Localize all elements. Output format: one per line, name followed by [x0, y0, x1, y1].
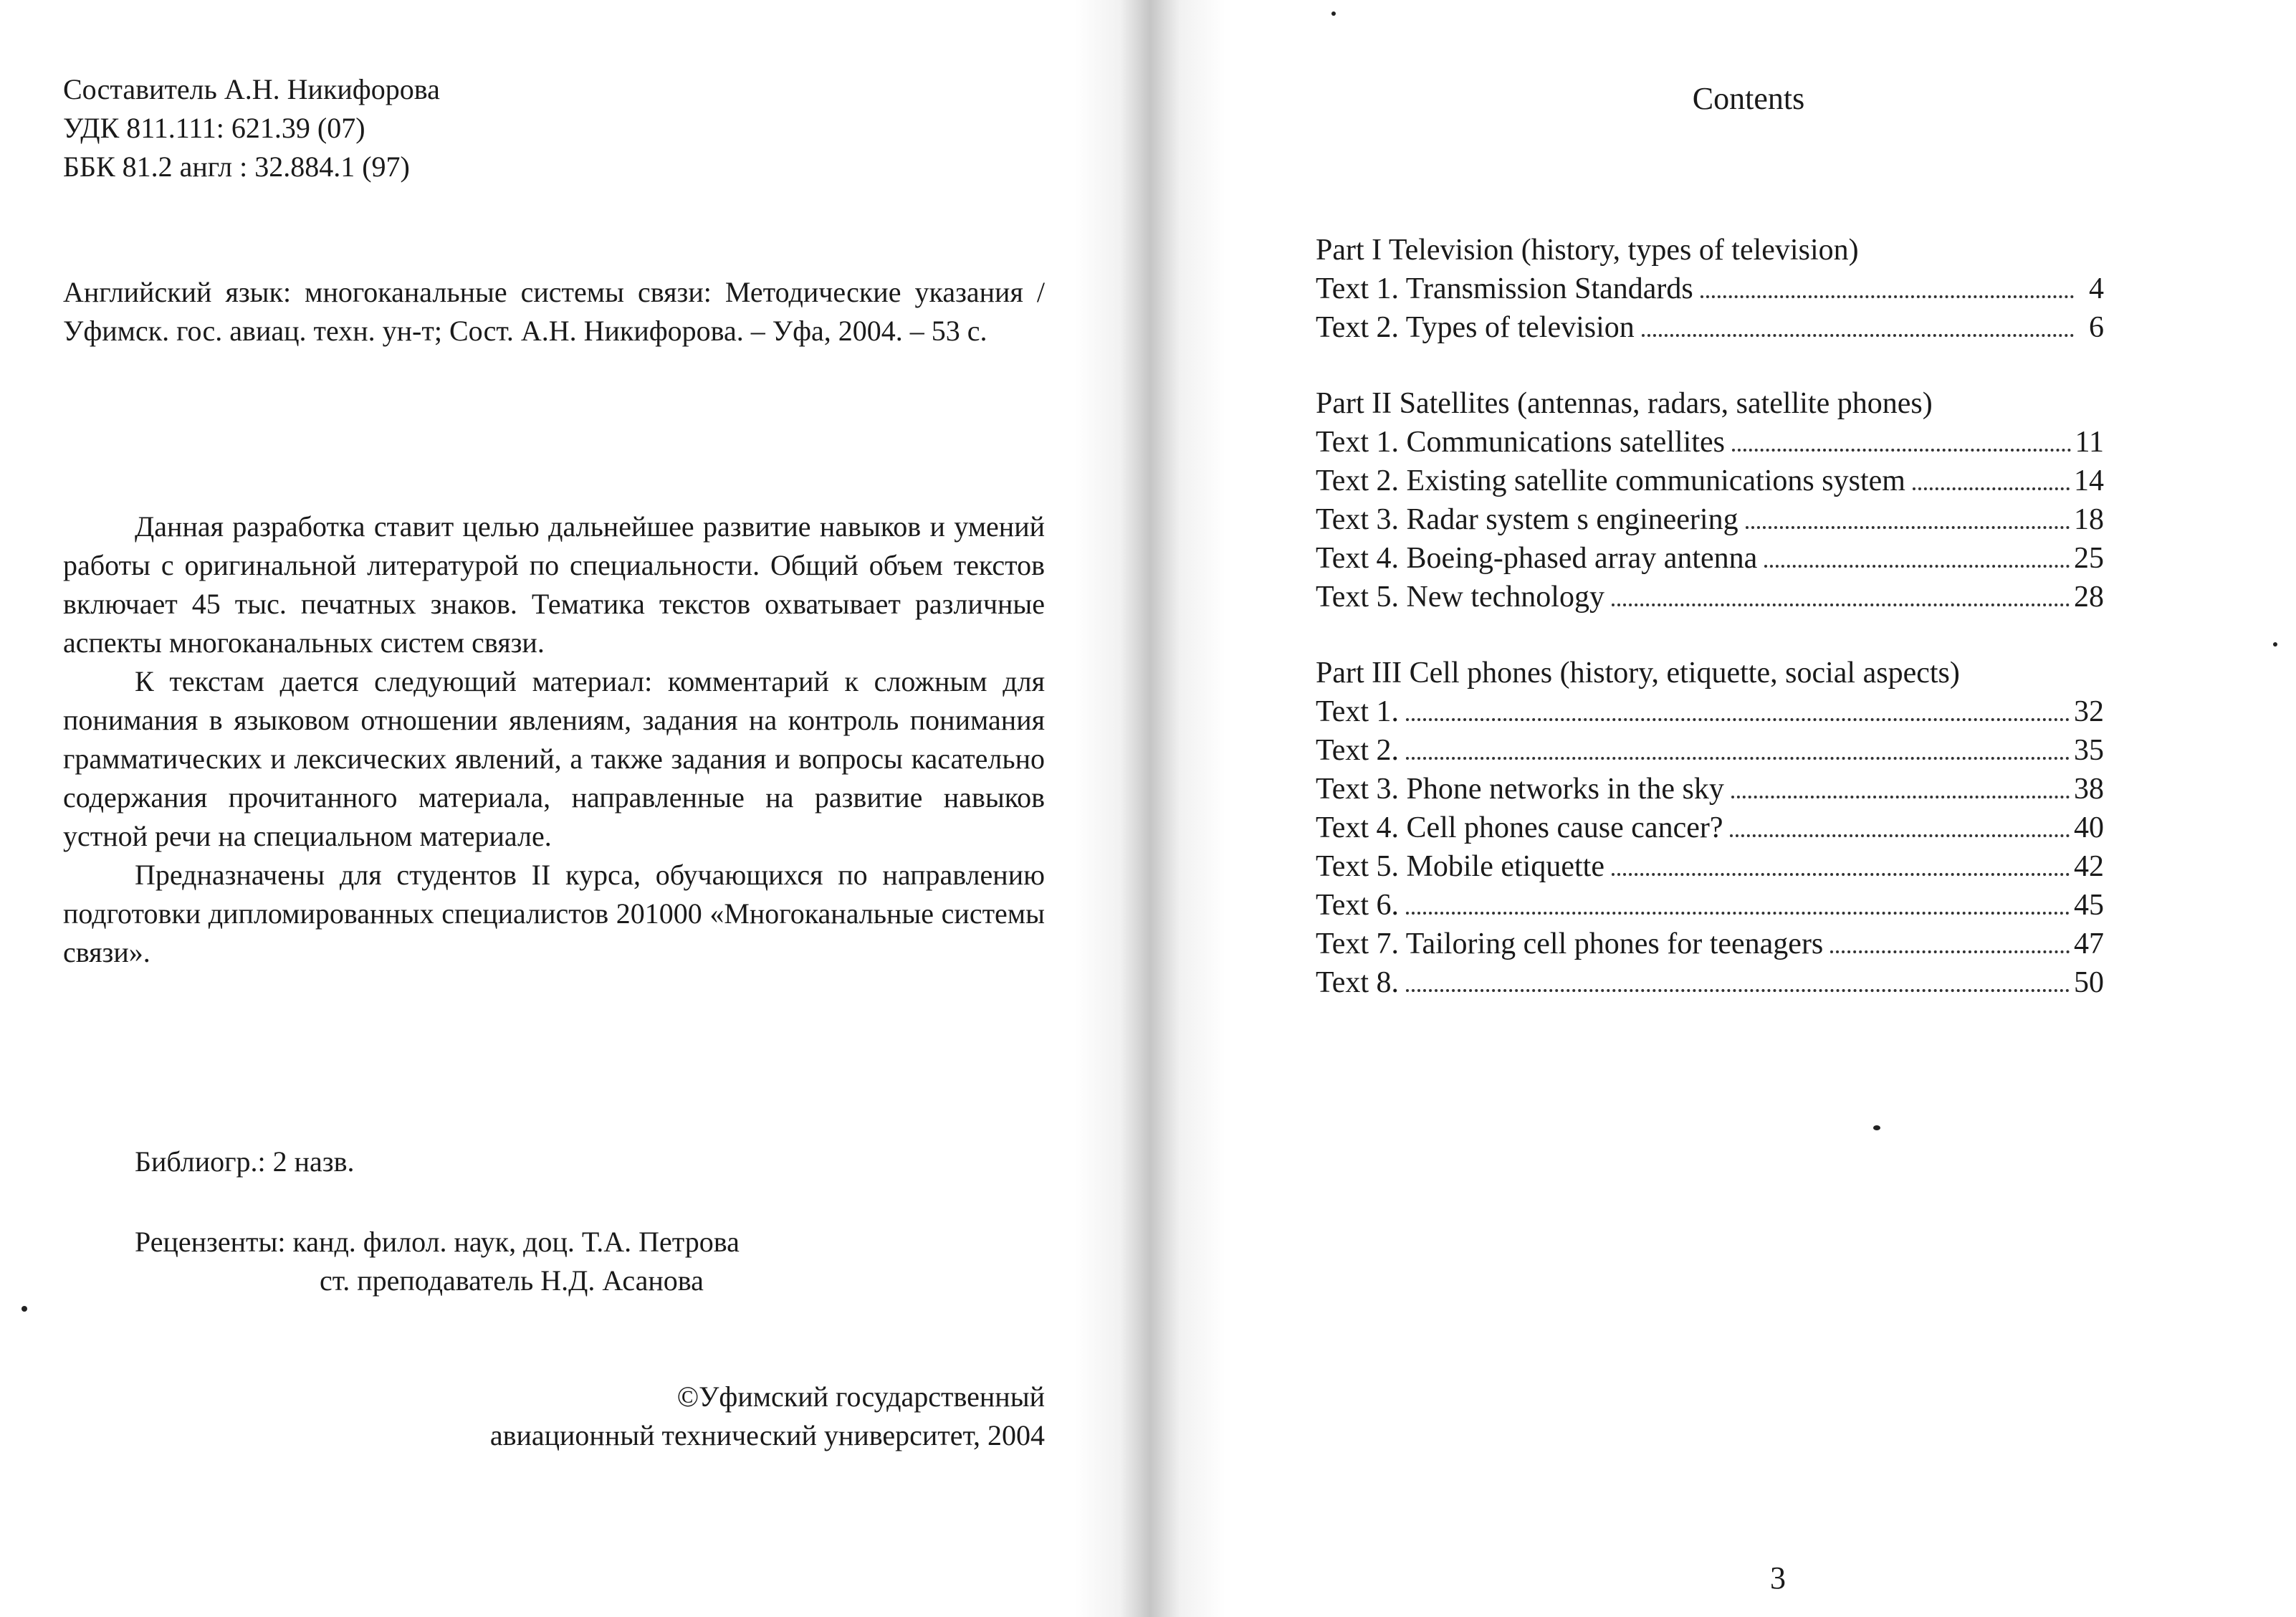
dot-leader	[1612, 873, 2070, 876]
toc-entry-label: Text 3. Radar system s engineering	[1316, 503, 1738, 536]
toc-part-section	[1316, 384, 2104, 616]
toc-entry[interactable]	[1316, 500, 2104, 539]
toc-entry-page: 6	[2089, 311, 2104, 344]
toc-entry[interactable]	[1316, 770, 2104, 808]
toc-entry-page: 32	[2074, 695, 2104, 728]
toc-entry[interactable]	[1316, 692, 2104, 731]
udk-line: УДК 811.111: 621.39 (07)	[63, 112, 365, 144]
annotation-paragraph: Данная разработка ставит целью дальнейшее развитие навыков и умений работы с оригинальной литературой по специальности. Общий объем текстов включает 45 тыс. печатных знаков. Тематика текстов охватывает различные аспекты многоканальных систем связи.	[63, 510, 1045, 659]
toc-entry[interactable]	[1316, 578, 2104, 616]
dot-leader	[1746, 526, 2070, 529]
copyright-notice	[185, 1378, 1045, 1455]
toc-entry-label: Text 1. Communications satellites	[1316, 426, 1725, 459]
annotation-paragraph: К текстам дается следующий материал: комментарий к сложным для понимания в языковом отношении явлениям, задания на контроль понимания грамматических и лексических явлений, а также задания и вопросы касательно содержания прочитанного материала, направленные на развитие навыков устной речи на специальном материале.	[63, 665, 1045, 852]
annotation	[63, 507, 1045, 972]
dot-leader	[1642, 334, 2074, 337]
dot-leader	[1913, 487, 2070, 490]
toc-part-section	[1316, 231, 2104, 347]
toc-entry-label: Text 8.	[1316, 966, 1400, 999]
toc-entry-page: 25	[2074, 542, 2104, 575]
toc-entry[interactable]	[1316, 963, 2104, 1002]
dot-leader	[1406, 912, 2070, 915]
toc-part-title: Part II Satellites (antennas, radars, satellite phones)	[1316, 387, 1933, 420]
dot-leader	[1406, 989, 2070, 992]
toc-part-title: Part I Television (history, types of television)	[1316, 234, 1859, 267]
toc-entry-page: 4	[2089, 272, 2104, 305]
toc-entry[interactable]	[1316, 539, 2104, 578]
dot-leader	[1730, 834, 2070, 837]
toc-entry-page: 11	[2075, 426, 2104, 459]
toc-entry-page: 50	[2074, 966, 2104, 999]
left-page	[0, 0, 1118, 1617]
dot-leader	[1732, 449, 2071, 452]
compiler-line: Составитель А.Н. Никифорова	[63, 73, 440, 105]
toc-entry-label: Text 3. Phone networks in the sky	[1316, 773, 1724, 806]
compiler-info	[63, 70, 636, 186]
toc-entry-page: 28	[2074, 581, 2104, 614]
dot-leader	[1701, 295, 2074, 298]
toc-entry-page: 38	[2074, 773, 2104, 806]
dot-leader	[1406, 757, 2070, 760]
toc-entry[interactable]	[1316, 847, 2104, 886]
page-number: 3	[1770, 1560, 1786, 1595]
dot-leader	[1612, 604, 2070, 606]
toc-entry-label: Text 2. Existing satellite communications system	[1316, 464, 1905, 497]
scan-speck	[21, 1306, 27, 1312]
scan-speck	[2273, 642, 2277, 647]
copyright-line: авиационный технический университет, 2004	[489, 1419, 1045, 1451]
toc-entry-page: 45	[2074, 889, 2104, 922]
toc-entry-label: Text 4. Cell phones cause cancer?	[1316, 811, 1723, 844]
bibliography-count: Библиогр.: 2 назв.	[135, 1145, 355, 1178]
toc-part-title: Part III Cell phones (history, etiquette, social aspects)	[1316, 657, 1960, 690]
toc-entry-label: Text 1. Transmission Standards	[1316, 272, 1693, 305]
scan-speck	[1873, 1125, 1880, 1130]
toc-entry[interactable]	[1316, 423, 2104, 462]
right-page	[1175, 0, 2296, 1617]
dot-leader	[1406, 718, 2070, 721]
toc-entry-page: 40	[2074, 811, 2104, 844]
dot-leader	[1830, 950, 2070, 953]
toc-part-section	[1316, 654, 2104, 1002]
toc-entry-label: Text 7. Tailoring cell phones for teenagers	[1316, 927, 1824, 960]
table-of-contents	[1316, 231, 2104, 1039]
toc-entry[interactable]	[1316, 462, 2104, 500]
toc-entry[interactable]	[1316, 308, 2104, 347]
reviewers	[135, 1223, 923, 1300]
annotation-paragraph: Предназначены для студентов II курса, обучающихся по направлению подготовки дипломированных специалистов 201000 «Многоканальные системы связи».	[63, 859, 1045, 968]
toc-entry[interactable]	[1316, 925, 2104, 963]
toc-entry[interactable]	[1316, 886, 2104, 925]
toc-entry-label: Text 2.	[1316, 734, 1400, 767]
toc-entry-page: 42	[2074, 850, 2104, 883]
dot-leader	[1731, 796, 2070, 798]
toc-entry-label: Text 1.	[1316, 695, 1400, 728]
dot-leader	[1764, 565, 2070, 568]
contents-title: Contents	[1692, 81, 1805, 116]
toc-entry-page: 14	[2074, 464, 2104, 497]
bibliographic-citation: Английский язык: многоканальные системы связи: Методические указания / Уфимск. гос. авиац. техн. ун-т; Сост. А.Н. Никифорова. – Уфа, 2004. – 53 с.	[63, 276, 1045, 347]
toc-entry-page: 47	[2074, 927, 2104, 960]
toc-entry-page: 18	[2074, 503, 2104, 536]
reviewer-line: Рецензенты: канд. филол. наук, доц. Т.А. Петрова	[135, 1226, 740, 1258]
toc-entry-label: Text 6.	[1316, 889, 1400, 922]
toc-entry-label: Text 4. Boeing-phased array antenna	[1316, 542, 1758, 575]
reviewer-line: ст. преподаватель Н.Д. Асанова	[320, 1264, 704, 1297]
copyright-line: ©Уфимский государственный	[676, 1380, 1045, 1413]
toc-entry-label: Text 2. Types of television	[1316, 311, 1635, 344]
scan-speck	[1331, 11, 1336, 16]
toc-entry[interactable]	[1316, 808, 2104, 847]
toc-entry-page: 35	[2074, 734, 2104, 767]
toc-entry-label: Text 5. Mobile etiquette	[1316, 850, 1604, 883]
bbk-line: ББК 81.2 англ : 32.884.1 (97)	[63, 151, 410, 183]
toc-entry[interactable]	[1316, 731, 2104, 770]
toc-entry[interactable]	[1316, 270, 2104, 308]
toc-entry-label: Text 5. New technology	[1316, 581, 1604, 614]
